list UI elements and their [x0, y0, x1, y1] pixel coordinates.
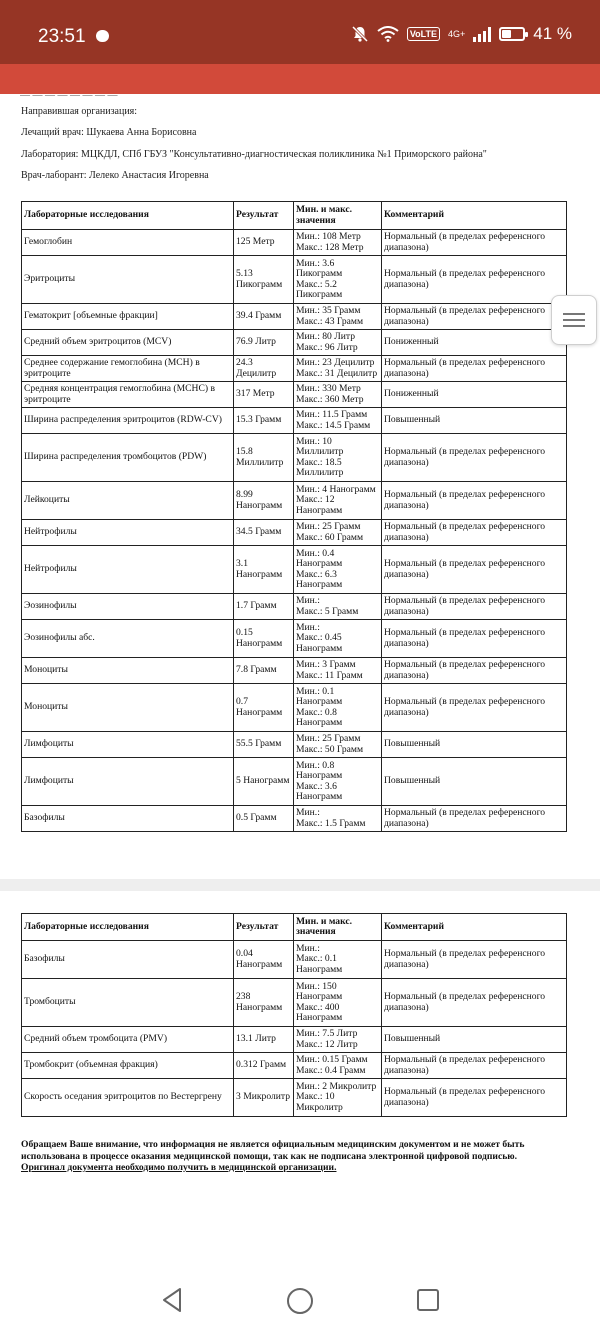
test-name-cell: Эритроциты [22, 256, 234, 304]
range-cell: Мин.: 0.15 Грамм Макс.: 0.4 Грамм [294, 1053, 382, 1079]
document-page [0, 90, 600, 1270]
comment-cell: Нормальный (в пределах референсного диапазона) [382, 979, 567, 1027]
table-row [22, 758, 567, 806]
result-cell: 15.8 Миллилитр [234, 434, 294, 482]
header-range: Мин. и макс. значения [294, 202, 382, 230]
test-name-cell: Эозинофилы [22, 594, 234, 620]
result-cell: 3.1 Нанограмм [234, 546, 294, 594]
range-cell: Мин.: 80 Литр Макс.: 96 Литр [294, 330, 382, 356]
test-name-cell: Моноциты [22, 658, 234, 684]
test-name-cell: Скорость оседания эритроцитов по Вестергрену [22, 1079, 234, 1117]
battery-percent: 41 % [533, 24, 572, 43]
navigation-bar [0, 1270, 600, 1331]
clock: 23:51 [38, 26, 86, 47]
comment-cell: Нормальный (в пределах референсного диапазона) [382, 520, 567, 546]
test-name-cell: Тромбоциты [22, 979, 234, 1027]
clipped-text-line: — — — — — — — — [20, 90, 118, 98]
test-name-cell: Нейтрофилы [22, 546, 234, 594]
header-test: Лабораторные исследования [22, 914, 234, 941]
referring-organization: Направившая организация: [21, 106, 138, 117]
range-cell: Мин.: 25 Грамм Макс.: 60 Грамм [294, 520, 382, 546]
test-name-cell: Моноциты [22, 684, 234, 732]
lab-results-table-1 [21, 201, 567, 832]
table-row [22, 408, 567, 434]
comment-cell: Повышенный [382, 758, 567, 806]
table-row [22, 806, 567, 832]
test-name-cell: Средний объем тромбоцита (PMV) [22, 1027, 234, 1053]
table-row [22, 941, 567, 979]
table-row [22, 620, 567, 658]
table-row [22, 230, 567, 256]
disclaimer [21, 1139, 561, 1174]
status-bar [0, 0, 600, 64]
signal-strength-icon [473, 26, 491, 42]
range-cell: Мин.: 7.5 Литр Макс.: 12 Литр [294, 1027, 382, 1053]
range-cell: Мин.: Макс.: 1.5 Грамм [294, 806, 382, 832]
result-cell: 7.8 Грамм [234, 658, 294, 684]
range-cell: Мин.: 25 Грамм Макс.: 50 Грамм [294, 732, 382, 758]
test-name-cell: Средняя концентрация гемоглобина (MCHC) в эритроците [22, 382, 234, 408]
comment-cell: Нормальный (в пределах референсного диапазона) [382, 546, 567, 594]
range-cell: Мин.: 10 Миллилитр Макс.: 18.5 Миллилитр [294, 434, 382, 482]
comment-cell: Повышенный [382, 1027, 567, 1053]
table-row [22, 1027, 567, 1053]
range-cell: Мин.: 108 Метр Макс.: 128 Метр [294, 230, 382, 256]
table-row [22, 434, 567, 482]
comment-cell: Нормальный (в пределах референсного диапазона) [382, 256, 567, 304]
range-cell: Мин.: 0.1 Нанограмм Макс.: 0.8 Нанограмм [294, 684, 382, 732]
result-cell: 0.312 Грамм [234, 1053, 294, 1079]
range-cell: Мин.: 3 Грамм Макс.: 11 Грамм [294, 658, 382, 684]
table-row [22, 1053, 567, 1079]
fast-scroll-handle[interactable] [551, 295, 597, 345]
range-cell: Мин.: Макс.: 5 Грамм [294, 594, 382, 620]
comment-cell: Нормальный (в пределах референсного диапазона) [382, 620, 567, 658]
test-name-cell: Лимфоциты [22, 758, 234, 806]
status-icons [351, 24, 572, 44]
comment-cell: Пониженный [382, 382, 567, 408]
test-name-cell: Ширина распределения тромбоцитов (PDW) [22, 434, 234, 482]
test-name-cell: Нейтрофилы [22, 520, 234, 546]
result-cell: 39.4 Грамм [234, 304, 294, 330]
comment-cell: Нормальный (в пределах референсного диапазона) [382, 434, 567, 482]
range-cell: Мин.: 35 Грамм Макс.: 43 Грамм [294, 304, 382, 330]
table-row [22, 546, 567, 594]
comment-cell: Нормальный (в пределах референсного диапазона) [382, 1053, 567, 1079]
table-row [22, 256, 567, 304]
header-comment: Комментарий [382, 202, 567, 230]
header-test: Лабораторные исследования [22, 202, 234, 230]
table-row [22, 1079, 567, 1117]
mute-bell-icon [351, 25, 369, 43]
table-row [22, 594, 567, 620]
comment-cell: Нормальный (в пределах референсного диапазона) [382, 684, 567, 732]
result-cell: 34.5 Грамм [234, 520, 294, 546]
range-cell: Мин.: 330 Метр Макс.: 360 Метр [294, 382, 382, 408]
range-cell: Мин.: 4 Нанограмм Макс.: 12 Нанограмм [294, 482, 382, 520]
comment-cell: Нормальный (в пределах референсного диапазона) [382, 1079, 567, 1117]
table-row [22, 356, 567, 382]
attending-doctor: Лечащий врач: Шукаева Анна Борисовна [21, 127, 197, 138]
comment-cell: Нормальный (в пределах референсного диапазона) [382, 230, 567, 256]
comment-cell: Пониженный [382, 330, 567, 356]
result-cell: 0.5 Грамм [234, 806, 294, 832]
table-row [22, 382, 567, 408]
disclaimer-text: Обращаем Ваше внимание, что информация не является официальным медицинским документом и не может быть использована в процессе оказания медицинской помощи, так как не подписана электронной цифровой подписью. [21, 1139, 525, 1162]
test-name-cell: Гемоглобин [22, 230, 234, 256]
header-result: Результат [234, 914, 294, 941]
battery-icon [499, 27, 525, 41]
range-cell: Мин.: 11.5 Грамм Макс.: 14.5 Грамм [294, 408, 382, 434]
table-row [22, 482, 567, 520]
table-row [22, 304, 567, 330]
table-row [22, 520, 567, 546]
range-cell: Мин.: Макс.: 0.45 Нанограмм [294, 620, 382, 658]
table-row [22, 732, 567, 758]
laboratory: Лаборатория: МЦКДЛ, СПб ГБУЗ "Консультативно-диагностическая поликлиника №1 Приморского района" [21, 149, 487, 160]
table-row [22, 658, 567, 684]
comment-cell: Нормальный (в пределах референсного диапазона) [382, 941, 567, 979]
wifi-icon [377, 26, 399, 42]
network-type: 4G+ [447, 28, 466, 39]
result-cell: 24.3 Децилитр [234, 356, 294, 382]
result-cell: 55.5 Грамм [234, 732, 294, 758]
result-cell: 1.7 Грамм [234, 594, 294, 620]
test-name-cell: Базофилы [22, 941, 234, 979]
range-cell: Мин.: 150 Нанограмм Макс.: 400 Нанограмм [294, 979, 382, 1027]
home-icon[interactable] [287, 1288, 313, 1314]
test-name-cell: Гематокрит [объемные фракции] [22, 304, 234, 330]
disclaimer-original-link[interactable]: Оригинал документа необходимо получить в медицинской организации. [21, 1162, 337, 1173]
range-cell: Мин.: 0.8 Нанограмм Макс.: 3.6 Нанограмм [294, 758, 382, 806]
result-cell: 0.04 Нанограмм [234, 941, 294, 979]
volte-badge: VoLTE [407, 27, 440, 41]
comment-cell: Нормальный (в пределах референсного диапазона) [382, 594, 567, 620]
result-cell: 3 Микролитр [234, 1079, 294, 1117]
result-cell: 0.15 Нанограмм [234, 620, 294, 658]
result-cell: 5.13 Пикограмм [234, 256, 294, 304]
table-header-row [22, 202, 567, 230]
header-result: Результат [234, 202, 294, 230]
table-row [22, 330, 567, 356]
range-cell: Мин.: Макс.: 0.1 Нанограмм [294, 941, 382, 979]
table-row [22, 979, 567, 1027]
comment-cell: Нормальный (в пределах референсного диапазона) [382, 482, 567, 520]
result-cell: 5 Нанограмм [234, 758, 294, 806]
range-cell: Мин.: 0.4 Нанограмм Макс.: 6.3 Нанограмм [294, 546, 382, 594]
result-cell: 76.9 Литр [234, 330, 294, 356]
test-name-cell: Эозинофилы абс. [22, 620, 234, 658]
recent-apps-icon[interactable] [417, 1289, 439, 1311]
lab-results-table-2 [21, 913, 567, 1117]
result-cell: 238 Нанограмм [234, 979, 294, 1027]
test-name-cell: Лимфоциты [22, 732, 234, 758]
test-name-cell: Тромбокрит (объемная фракция) [22, 1053, 234, 1079]
test-name-cell: Базофилы [22, 806, 234, 832]
header-range: Мин. и макс. значения [294, 914, 382, 941]
chat-notification-icon [96, 30, 109, 42]
lab-doctor: Врач-лаборант: Лелеко Анастасия Игоревна [21, 170, 209, 181]
result-cell: 0.7 Нанограмм [234, 684, 294, 732]
comment-cell: Нормальный (в пределах референсного диапазона) [382, 356, 567, 382]
comment-cell: Повышенный [382, 732, 567, 758]
test-name-cell: Ширина распределения эритроцитов (RDW-CV) [22, 408, 234, 434]
result-cell: 317 Метр [234, 382, 294, 408]
range-cell: Мин.: 2 Микролитр Макс.: 10 Микролитр [294, 1079, 382, 1117]
back-icon[interactable] [160, 1287, 184, 1313]
result-cell: 125 Метр [234, 230, 294, 256]
table-header-row [22, 914, 567, 941]
comment-cell: Нормальный (в пределах референсного диапазона) [382, 658, 567, 684]
comment-cell: Нормальный (в пределах референсного диапазона) [382, 304, 567, 330]
comment-cell: Нормальный (в пределах референсного диапазона) [382, 806, 567, 832]
result-cell: 15.3 Грамм [234, 408, 294, 434]
result-cell: 13.1 Литр [234, 1027, 294, 1053]
table-row [22, 684, 567, 732]
test-name-cell: Среднее содержание гемоглобина (MCH) в эритроците [22, 356, 234, 382]
comment-cell: Повышенный [382, 408, 567, 434]
range-cell: Мин.: 23 Децилитр Макс.: 31 Децилитр [294, 356, 382, 382]
test-name-cell: Средний объем эритроцитов (MCV) [22, 330, 234, 356]
result-cell: 8.99 Нанограмм [234, 482, 294, 520]
test-name-cell: Лейкоциты [22, 482, 234, 520]
range-cell: Мин.: 3.6 Пикограмм Макс.: 5.2 Пикограмм [294, 256, 382, 304]
header-comment: Комментарий [382, 914, 567, 941]
page-separator [0, 879, 600, 891]
